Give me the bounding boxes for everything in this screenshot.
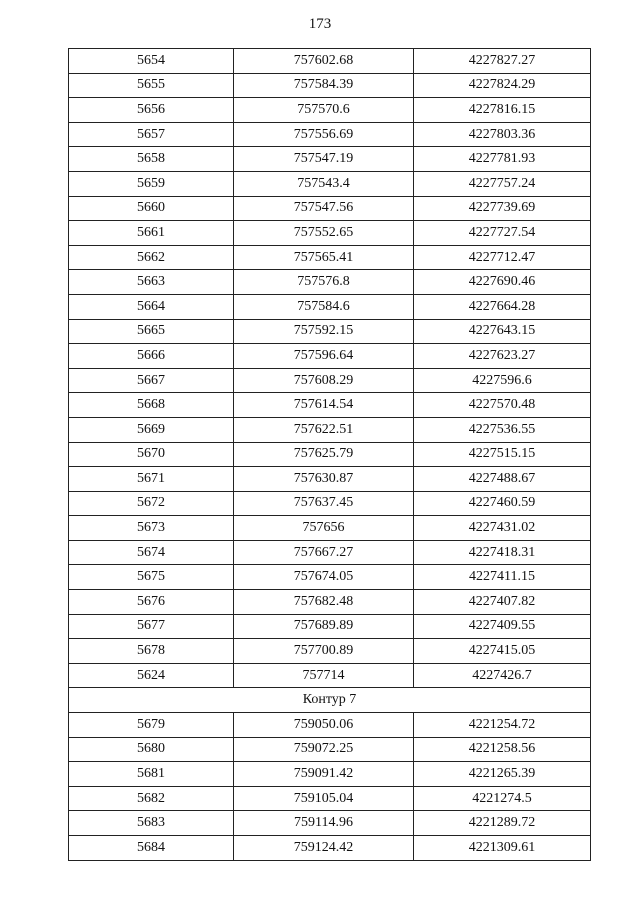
table-row xyxy=(69,467,591,492)
x-coordinate-cell: 757596.64 xyxy=(234,344,414,369)
point-number-cell: 5684 xyxy=(69,836,234,861)
table-row xyxy=(69,393,591,418)
section-label: Контур 7 xyxy=(69,688,591,713)
x-coordinate-cell: 757656 xyxy=(234,516,414,541)
x-coordinate-cell: 759114.96 xyxy=(234,811,414,836)
point-number-cell: 5675 xyxy=(69,565,234,590)
table-row xyxy=(69,270,591,295)
y-coordinate-cell: 4221274.5 xyxy=(414,786,591,811)
point-number-cell: 5681 xyxy=(69,762,234,787)
y-coordinate-cell: 4227426.7 xyxy=(414,663,591,688)
point-number-cell: 5667 xyxy=(69,368,234,393)
y-coordinate-cell: 4227816.15 xyxy=(414,98,591,123)
table-row xyxy=(69,836,591,861)
x-coordinate-cell: 757608.29 xyxy=(234,368,414,393)
y-coordinate-cell: 4227460.59 xyxy=(414,491,591,516)
y-coordinate-cell: 4227596.6 xyxy=(414,368,591,393)
x-coordinate-cell: 757570.6 xyxy=(234,98,414,123)
table-row xyxy=(69,639,591,664)
point-number-cell: 5666 xyxy=(69,344,234,369)
x-coordinate-cell: 757630.87 xyxy=(234,467,414,492)
point-number-cell: 5670 xyxy=(69,442,234,467)
point-number-cell: 5664 xyxy=(69,294,234,319)
point-number-cell: 5682 xyxy=(69,786,234,811)
table-row xyxy=(69,344,591,369)
point-number-cell: 5661 xyxy=(69,221,234,246)
x-coordinate-cell: 757543.4 xyxy=(234,171,414,196)
point-number-cell: 5672 xyxy=(69,491,234,516)
point-number-cell: 5657 xyxy=(69,122,234,147)
x-coordinate-cell: 757547.56 xyxy=(234,196,414,221)
y-coordinate-cell: 4227664.28 xyxy=(414,294,591,319)
table-row xyxy=(69,491,591,516)
point-number-cell: 5669 xyxy=(69,417,234,442)
point-number-cell: 5665 xyxy=(69,319,234,344)
table-row xyxy=(69,417,591,442)
table-row xyxy=(69,98,591,123)
x-coordinate-cell: 757667.27 xyxy=(234,540,414,565)
table-row xyxy=(69,762,591,787)
x-coordinate-cell: 757592.15 xyxy=(234,319,414,344)
table-row xyxy=(69,540,591,565)
y-coordinate-cell: 4227415.05 xyxy=(414,639,591,664)
y-coordinate-cell: 4221265.39 xyxy=(414,762,591,787)
table-row xyxy=(69,147,591,172)
y-coordinate-cell: 4227570.48 xyxy=(414,393,591,418)
x-coordinate-cell: 757622.51 xyxy=(234,417,414,442)
point-number-cell: 5677 xyxy=(69,614,234,639)
y-coordinate-cell: 4227781.93 xyxy=(414,147,591,172)
point-number-cell: 5679 xyxy=(69,713,234,738)
x-coordinate-cell: 757584.6 xyxy=(234,294,414,319)
point-number-cell: 5659 xyxy=(69,171,234,196)
table-row xyxy=(69,368,591,393)
point-number-cell: 5663 xyxy=(69,270,234,295)
table-row xyxy=(69,811,591,836)
y-coordinate-cell: 4227803.36 xyxy=(414,122,591,147)
table-row xyxy=(69,516,591,541)
page-number: 173 xyxy=(308,16,332,32)
x-coordinate-cell: 757565.41 xyxy=(234,245,414,270)
x-coordinate-cell: 757576.8 xyxy=(234,270,414,295)
table-row xyxy=(69,122,591,147)
x-coordinate-cell: 757674.05 xyxy=(234,565,414,590)
y-coordinate-cell: 4227411.15 xyxy=(414,565,591,590)
y-coordinate-cell: 4221289.72 xyxy=(414,811,591,836)
x-coordinate-cell: 757700.89 xyxy=(234,639,414,664)
y-coordinate-cell: 4227727.54 xyxy=(414,221,591,246)
x-coordinate-cell: 759124.42 xyxy=(234,836,414,861)
table-row xyxy=(69,73,591,98)
table-row xyxy=(69,171,591,196)
y-coordinate-cell: 4227623.27 xyxy=(414,344,591,369)
table-row xyxy=(69,737,591,762)
x-coordinate-cell: 757637.45 xyxy=(234,491,414,516)
y-coordinate-cell: 4227418.31 xyxy=(414,540,591,565)
x-coordinate-cell: 759105.04 xyxy=(234,786,414,811)
point-number-cell: 5656 xyxy=(69,98,234,123)
table-row xyxy=(69,590,591,615)
point-number-cell: 5660 xyxy=(69,196,234,221)
table-row xyxy=(69,294,591,319)
y-coordinate-cell: 4227643.15 xyxy=(414,319,591,344)
y-coordinate-cell: 4227827.27 xyxy=(414,49,591,74)
coordinates-table-body xyxy=(69,49,591,861)
point-number-cell: 5680 xyxy=(69,737,234,762)
y-coordinate-cell: 4227488.67 xyxy=(414,467,591,492)
table-row xyxy=(69,196,591,221)
y-coordinate-cell: 4227739.69 xyxy=(414,196,591,221)
table-row xyxy=(69,442,591,467)
point-number-cell: 5674 xyxy=(69,540,234,565)
y-coordinate-cell: 4227824.29 xyxy=(414,73,591,98)
x-coordinate-cell: 759050.06 xyxy=(234,713,414,738)
y-coordinate-cell: 4227409.55 xyxy=(414,614,591,639)
point-number-cell: 5654 xyxy=(69,49,234,74)
table-row xyxy=(69,565,591,590)
x-coordinate-cell: 757714 xyxy=(234,663,414,688)
y-coordinate-cell: 4227431.02 xyxy=(414,516,591,541)
y-coordinate-cell: 4227690.46 xyxy=(414,270,591,295)
point-number-cell: 5662 xyxy=(69,245,234,270)
y-coordinate-cell: 4227712.47 xyxy=(414,245,591,270)
table-row xyxy=(69,245,591,270)
point-number-cell: 5673 xyxy=(69,516,234,541)
coordinates-table xyxy=(68,48,591,861)
x-coordinate-cell: 759072.25 xyxy=(234,737,414,762)
y-coordinate-cell: 4227515.15 xyxy=(414,442,591,467)
y-coordinate-cell: 4221258.56 xyxy=(414,737,591,762)
point-number-cell: 5668 xyxy=(69,393,234,418)
point-number-cell: 5655 xyxy=(69,73,234,98)
table-row xyxy=(69,319,591,344)
table-row xyxy=(69,221,591,246)
y-coordinate-cell: 4221309.61 xyxy=(414,836,591,861)
table-row xyxy=(69,786,591,811)
point-number-cell: 5624 xyxy=(69,663,234,688)
y-coordinate-cell: 4221254.72 xyxy=(414,713,591,738)
y-coordinate-cell: 4227407.82 xyxy=(414,590,591,615)
x-coordinate-cell: 757625.79 xyxy=(234,442,414,467)
point-number-cell: 5683 xyxy=(69,811,234,836)
point-number-cell: 5678 xyxy=(69,639,234,664)
y-coordinate-cell: 4227536.55 xyxy=(414,417,591,442)
x-coordinate-cell: 757614.54 xyxy=(234,393,414,418)
table-row xyxy=(69,713,591,738)
x-coordinate-cell: 757552.65 xyxy=(234,221,414,246)
x-coordinate-cell: 759091.42 xyxy=(234,762,414,787)
point-number-cell: 5671 xyxy=(69,467,234,492)
x-coordinate-cell: 757689.89 xyxy=(234,614,414,639)
point-number-cell: 5658 xyxy=(69,147,234,172)
section-row xyxy=(69,688,591,713)
x-coordinate-cell: 757584.39 xyxy=(234,73,414,98)
x-coordinate-cell: 757602.68 xyxy=(234,49,414,74)
table-row xyxy=(69,614,591,639)
table-row xyxy=(69,663,591,688)
x-coordinate-cell: 757547.19 xyxy=(234,147,414,172)
y-coordinate-cell: 4227757.24 xyxy=(414,171,591,196)
point-number-cell: 5676 xyxy=(69,590,234,615)
table-row xyxy=(69,49,591,74)
x-coordinate-cell: 757682.48 xyxy=(234,590,414,615)
x-coordinate-cell: 757556.69 xyxy=(234,122,414,147)
